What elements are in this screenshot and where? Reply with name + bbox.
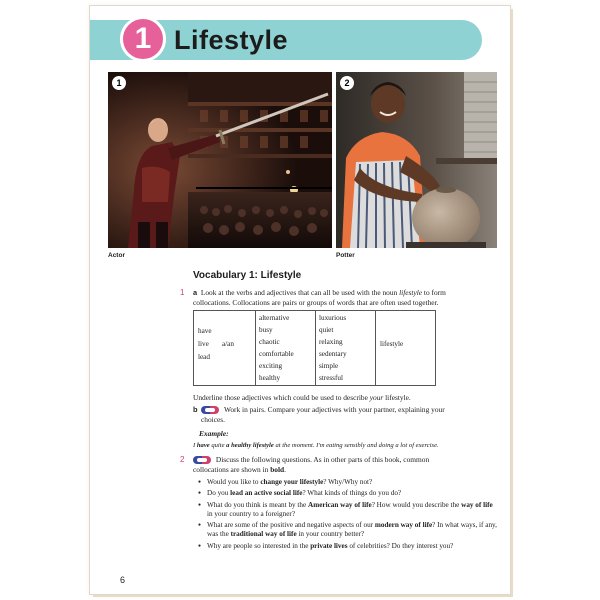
photo-number-badge: 2 xyxy=(340,76,354,90)
photo-caption: Potter xyxy=(336,252,355,259)
exercise-2-intro: Discuss the following questions. As in other parts of this book, common collocations are shown in bold. xyxy=(193,455,430,474)
exercise-1b-text: b Work in pairs. Compare your adjectives with your partner, explaining your choices. xyxy=(193,405,445,424)
verb-cell: lead xyxy=(198,353,210,361)
textbook-page xyxy=(90,6,510,594)
adjective-cell: relaxing xyxy=(319,338,343,346)
list-item: ● Would you like to change your lifestyle? Why/Why not? xyxy=(198,478,498,487)
exercise-number: 1 xyxy=(180,288,185,297)
page-number: 6 xyxy=(120,575,126,585)
adjective-cell: stressful xyxy=(319,374,343,382)
adjective-cell: sedentary xyxy=(319,350,347,358)
table-divider xyxy=(375,311,376,385)
verb-cell: live xyxy=(198,340,209,348)
noun-cell: lifestyle xyxy=(380,340,404,348)
pair-work-icon xyxy=(193,456,211,464)
actor-image xyxy=(108,72,332,248)
table-divider xyxy=(255,311,256,385)
example-sentence: I have quite a healthy lifestyle at the moment. I'm eating sensibly and doing a lot of exercise. xyxy=(193,442,439,449)
underline-instruction: Underline those adjectives which could be used to describe your lifestyle. xyxy=(193,393,411,402)
adjective-cell: exciting xyxy=(259,362,283,370)
adjective-cell: busy xyxy=(259,326,273,334)
pair-work-icon xyxy=(201,406,219,414)
list-item: ● What do you think is meant by the American way of life? How would you describe the way of life in your country to a foreigner? xyxy=(198,501,498,520)
exercise-1a-text: a Look at the verbs and adjectives that can all be used with the noun lifestyle to form collocations. Collocations are pairs or groups of words that are often used together. xyxy=(193,288,446,307)
chapter-number-badge: 1 xyxy=(120,16,166,62)
exercise-number: 2 xyxy=(180,455,185,464)
adjective-cell: healthy xyxy=(259,374,281,382)
adjective-cell: luxurious xyxy=(319,314,347,322)
exercise-letter: a xyxy=(193,288,198,297)
discussion-questions xyxy=(198,478,498,553)
adjective-cell: quiet xyxy=(319,326,334,334)
table-divider xyxy=(315,311,316,385)
list-item: ● Why are people so interested in the private lives of celebrities? Do they interest you? xyxy=(198,542,498,551)
verb-cell: have xyxy=(198,327,212,335)
adjective-cell: simple xyxy=(319,362,339,370)
actor-photo xyxy=(108,72,332,248)
article-cell: a/an xyxy=(222,340,234,348)
adjective-cell: comfortable xyxy=(259,350,294,358)
section-title: Vocabulary 1: Lifestyle xyxy=(193,270,302,281)
adjective-cell: alternative xyxy=(259,314,290,322)
photo-number-badge: 1 xyxy=(112,76,126,90)
exercise-letter: b xyxy=(193,405,198,414)
example-label: Example: xyxy=(199,429,229,438)
photo-caption: Actor xyxy=(108,252,125,259)
potter-photo xyxy=(336,72,497,248)
adjective-cell: chaotic xyxy=(259,338,280,346)
potter-image xyxy=(336,72,497,248)
collocation-table xyxy=(193,310,436,386)
list-item: ● What are some of the positive and negative aspects of our modern way of life? In what ways, if any, was the traditional way of life in your country better? xyxy=(198,521,498,540)
list-item: ● Do you lead an active social life? What kinds of things do you do? xyxy=(198,489,498,498)
chapter-title: Lifestyle xyxy=(174,25,289,55)
